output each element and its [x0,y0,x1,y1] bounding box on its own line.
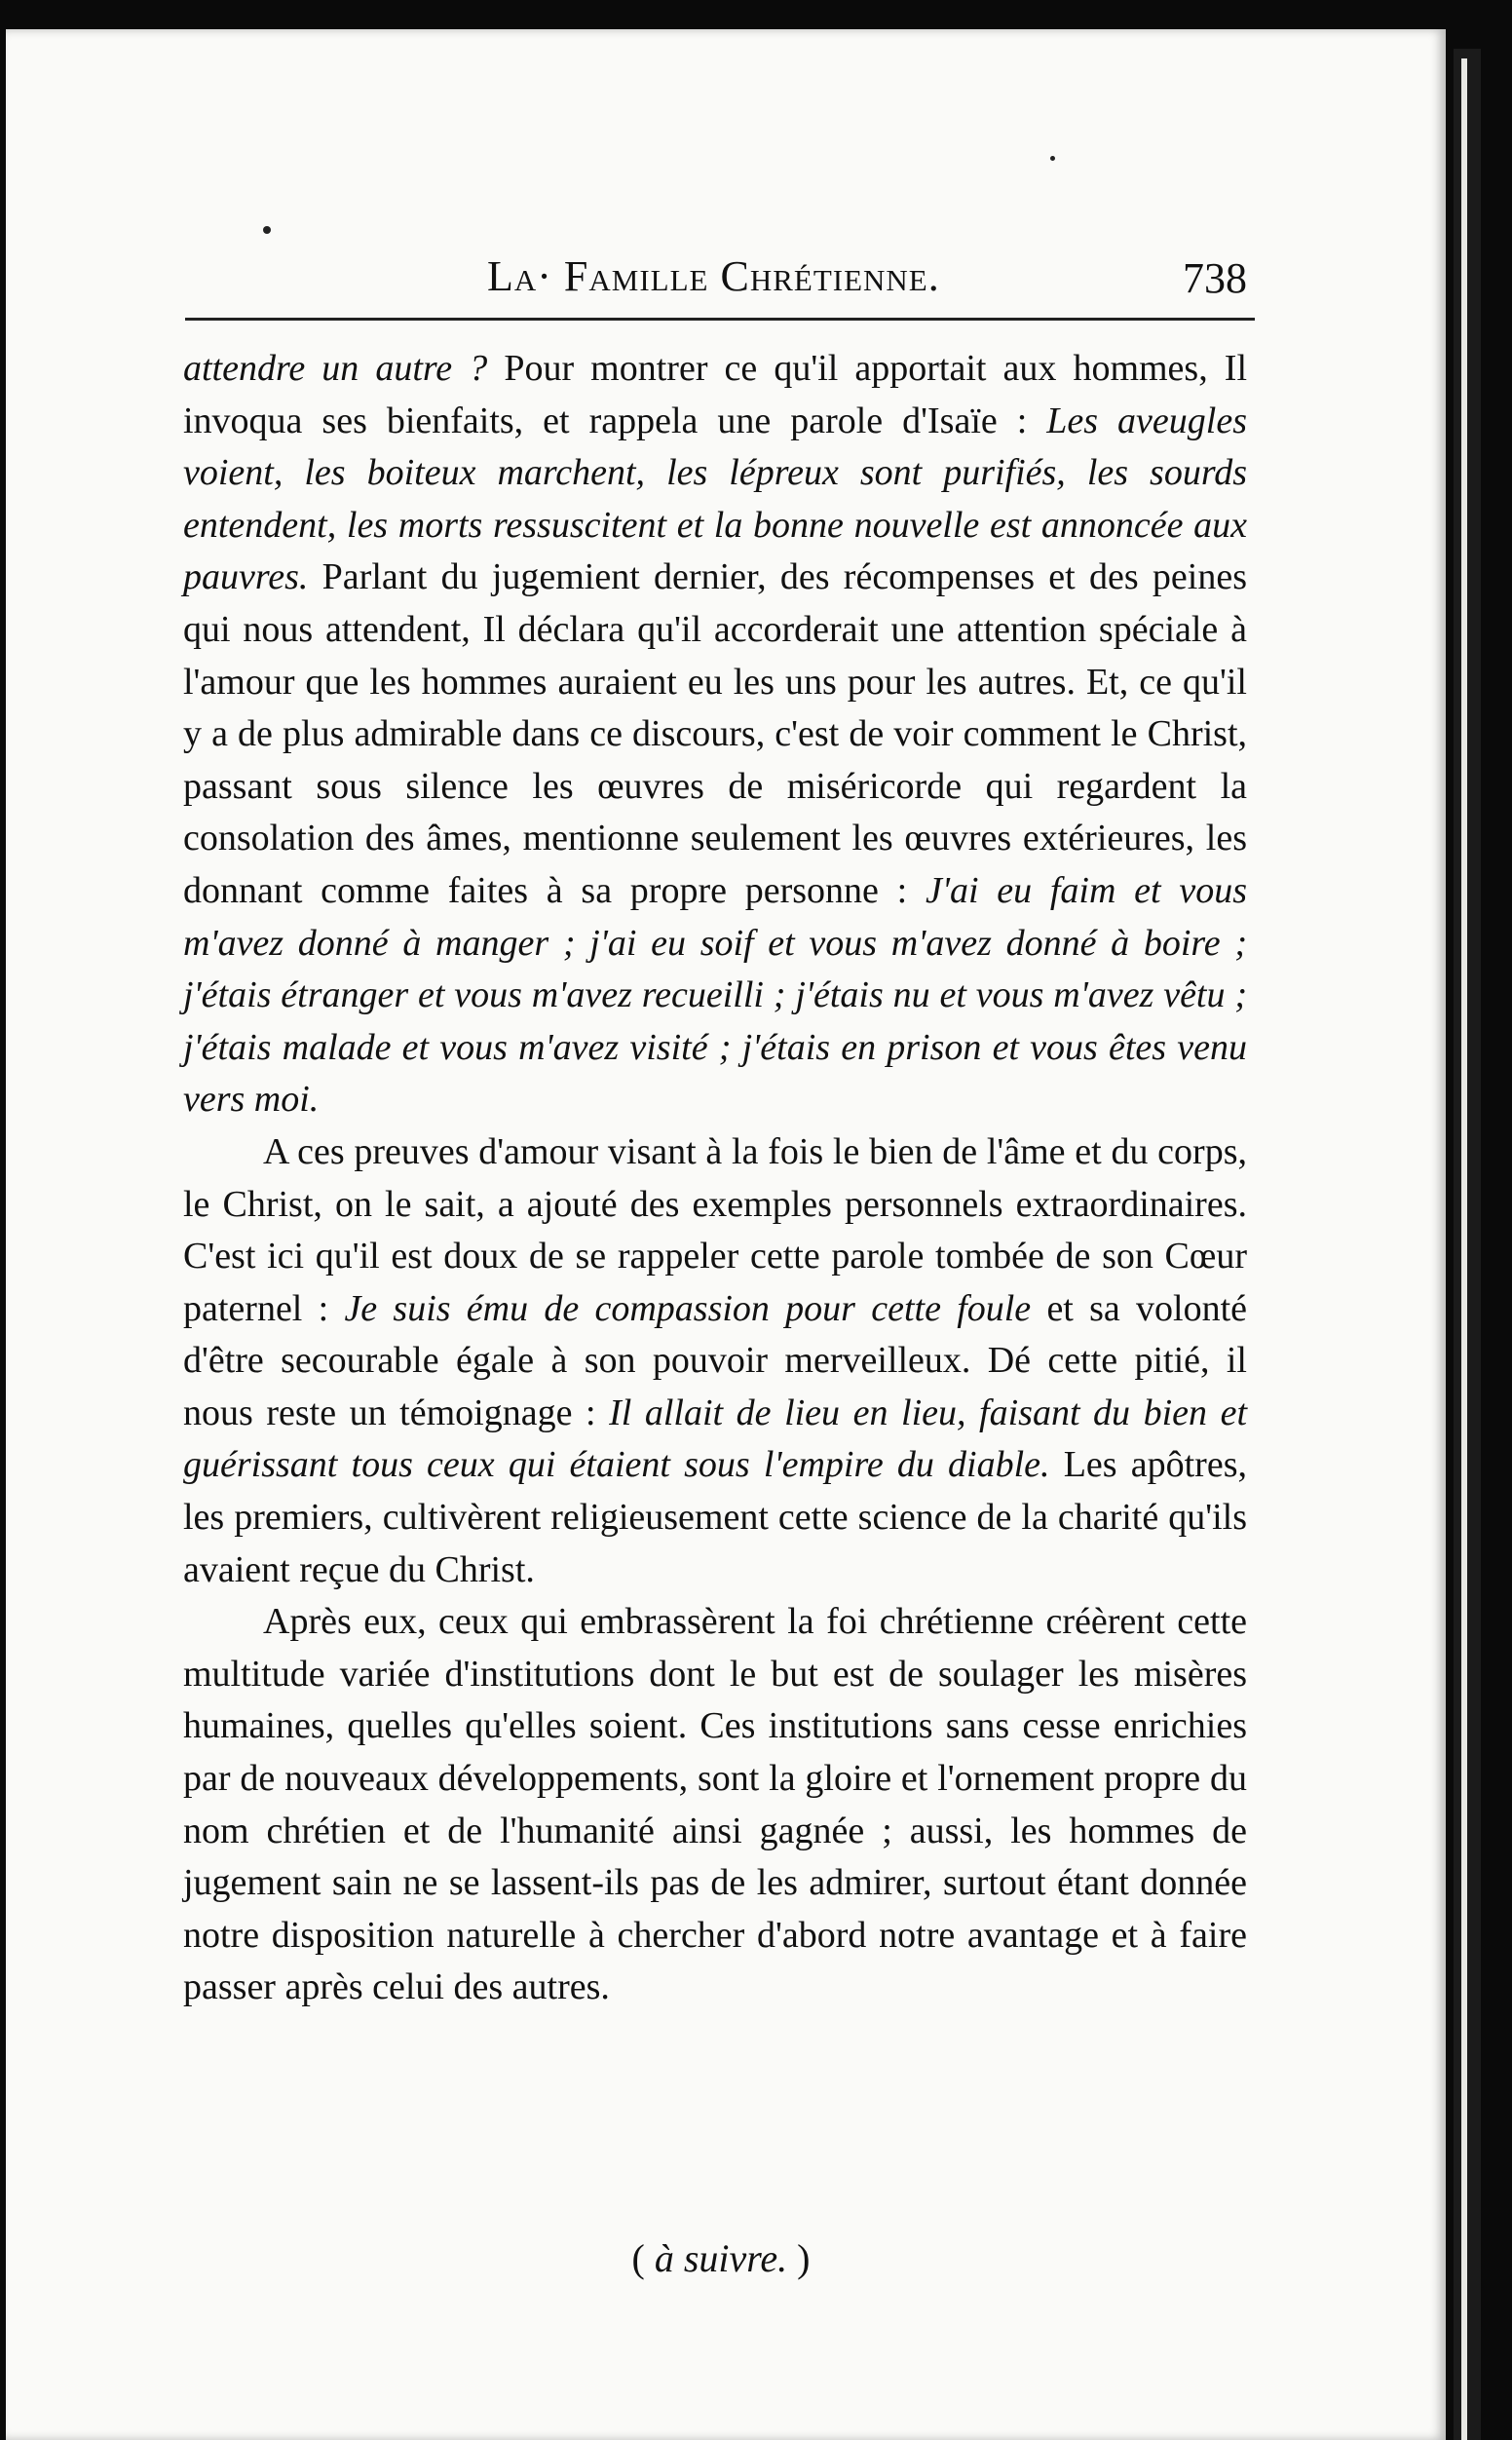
text-run: A ces preuves d'amour visant à la fois le bien de l'âme et du corps, le Christ, on le sait, a ajouté des exemples personnels extraordinaires. C'est ici qu'il est doux de se rappeler cette parole tombée de son Cœur paternel : [183,1130,1247,1329]
page-edge-shadow [1454,49,1481,2440]
open-paren: ( [631,2236,655,2280]
header-rule [185,318,1255,321]
text-run: Les apôtres, les premiers, cultivèrent religieusement cette science de la charité qu'ils avaient reçue du Christ. [183,1444,1247,1590]
paragraph-1 [183,343,1247,1126]
running-title: La· Famille Chrétienne. [487,252,940,300]
to-follow-label: à suivre. [654,2236,788,2280]
text-run: Parlant du jugemient dernier, des récompenses et des peines qui nous attendent, Il déclara qu'il accorderait une attention spéciale à l'amour que les hommes auraient eu les uns pour les autres. Et, ce qu'il y a de plus admirable dans ce discours, c'est de voir comment le Christ, passant sous silence les œuvres de miséricorde qui regardent la consolation des âmes, mentionne seulement les œuvres extérieures, les donnant comme faites à sa propre personne : [183,556,1247,911]
to-be-continued [0,2235,1247,2281]
page-edge-strip [1461,58,1467,2440]
ink-speck [1050,156,1055,161]
paragraph-3: Après eux, ceux qui embrassèrent la foi chrétienne créèrent cette multitude variée d'institutions dont le but est de soulager les misères humaines, quelles qu'elles soient. Ces institutions sans cesse enrichies par de nouveaux développements, sont la gloire et l'ornement propre du nom chrétien et de l'humanité ainsi gagnée ; aussi, les hommes de jugement sain ne se lassent-ils pas de les admirer, surtout étant donnée notre disposition naturelle à chercher d'abord notre avantage et à faire passer après celui des autres. [183,1601,1247,2008]
italic-quote: attendre un autre ? [183,348,488,389]
text-run: et sa volonté d'être secourable égale à son pouvoir merveilleux. Dé cette pitié, il nous reste un témoignage : [183,1287,1248,1433]
paragraph-2 [183,1126,1247,1596]
page-number: 738 [1183,254,1247,302]
italic-quote: Les aveugles voient, les boiteux marchent, les lépreux sont purifiés, les sourds entendent, les morts ressuscitent et la bonne nouvelle est annoncée aux pauvres. [183,400,1247,598]
body-text [183,343,1247,2014]
italic-quote: Je suis ému de compassion pour cette foule [344,1287,1032,1329]
italic-quote: Il allait de lieu en lieu, faisant du bien et guérissant tous ceux qui étaient sous l'empire du diable. [183,1392,1247,1486]
ink-speck [263,226,271,234]
text-run: Pour montrer ce qu'il apportait aux hommes, Il invoqua ses bienfaits, et rappela une parole d'Isaïe : [183,348,1247,441]
close-paren: ) [787,2236,811,2280]
italic-quote: J'ai eu faim et vous m'avez donné à manger ; j'ai eu soif et vous m'avez donné à boire ; j'étais étranger et vous m'avez recueilli ; j'étais nu et vous m'avez vêtu ; j'étais malade et vous m'avez visité ; j'étais en prison et vous êtes venu vers moi. [183,869,1247,1121]
page-header [185,251,1257,310]
